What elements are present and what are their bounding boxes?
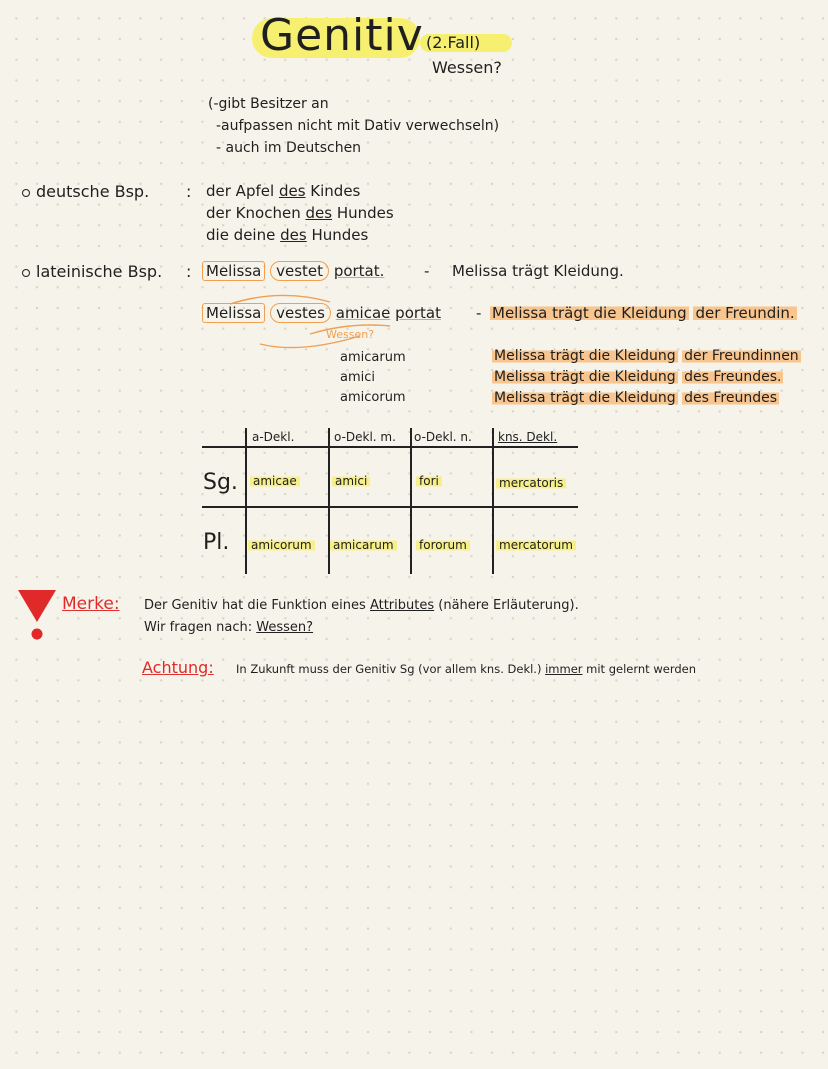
latin-example-1-dash: - xyxy=(424,262,430,280)
row-label-sg: Sg. xyxy=(203,470,238,495)
table-header: kns. Dekl. xyxy=(498,430,558,444)
table-cell: fororum xyxy=(416,538,470,552)
object-oval: vestet xyxy=(270,261,329,281)
table-cell: mercatorum xyxy=(496,538,576,552)
case-label: (2.Fall) xyxy=(426,33,481,52)
german-examples-label: deutsche Bsp. xyxy=(22,182,149,201)
achtung-text: In Zukunft muss der Genitiv Sg (vor allem kns. Dekl.) immer mit gelernt werden xyxy=(236,662,697,676)
merke-line-1: Der Genitiv hat die Funktion eines Attributes (nähere Erläuterung). xyxy=(144,598,579,613)
note-line-1: (-gibt Besitzer an xyxy=(208,96,329,112)
verb-word: portat xyxy=(395,304,441,322)
genitive-word: amicae xyxy=(335,304,391,322)
latin-example-2-dash: - xyxy=(476,304,482,322)
bullet-icon xyxy=(22,189,30,197)
table-header: o-Dekl. m. xyxy=(334,430,396,444)
alt-form-3: amicorum xyxy=(340,390,406,405)
warning-exclamation-icon xyxy=(16,588,58,644)
table-col-line xyxy=(328,428,330,574)
german-example-3: die deine des Hundes xyxy=(206,226,369,244)
verb-word: portat. xyxy=(333,262,385,280)
german-sep: : xyxy=(186,182,192,201)
row-label-pl: Pl. xyxy=(203,530,230,555)
alt-translation-3: Melissa trägt die Kleidung des Freundes xyxy=(494,390,778,406)
merke-line-2: Wir fragen nach: Wessen? xyxy=(144,620,314,635)
latin-example-1-translation: Melissa trägt Kleidung. xyxy=(452,262,624,280)
subject-box: Melissa xyxy=(202,303,265,323)
table-cell: fori xyxy=(416,474,442,488)
table-col-line xyxy=(410,428,412,574)
german-example-2: der Knochen des Hundes xyxy=(206,204,394,222)
note-line-2: -aufpassen nicht mit Dativ verwechseln) xyxy=(216,118,500,134)
table-row-line xyxy=(202,506,578,508)
latin-examples-label: lateinische Bsp. xyxy=(22,262,162,281)
table-cell: amicorum xyxy=(248,538,315,552)
alt-translation-1: Melissa trägt die Kleidung der Freundinnen xyxy=(494,348,799,364)
object-oval: vestes xyxy=(270,303,331,323)
merke-label: Merke: xyxy=(62,594,120,614)
alt-form-2: amici xyxy=(340,370,376,385)
table-cell: amicarum xyxy=(330,538,397,552)
alt-form-1: amicarum xyxy=(340,350,406,365)
table-col-line xyxy=(492,428,494,574)
latin-example-2-translation: Melissa trägt die Kleidung der Freundin. xyxy=(492,304,795,322)
alt-translation-2: Melissa trägt die Kleidung des Freundes. xyxy=(494,369,782,385)
question-label: Wessen? xyxy=(432,58,502,77)
wessen-annotation: Wessen? xyxy=(326,328,375,341)
subject-box: Melissa xyxy=(202,261,265,281)
table-header-line xyxy=(202,446,578,448)
relation-arrows xyxy=(200,286,460,356)
table-header: a-Dekl. xyxy=(252,430,295,444)
page-title: Genitiv xyxy=(260,10,424,61)
note-line-3: - auch im Deutschen xyxy=(216,140,362,156)
table-col-line xyxy=(245,428,247,574)
table-header: o-Dekl. n. xyxy=(414,430,472,444)
table-cell: mercatoris xyxy=(496,476,566,490)
german-example-1: der Apfel des Kindes xyxy=(206,182,361,200)
achtung-label: Achtung: xyxy=(142,658,214,677)
latin-example-1 xyxy=(202,262,384,280)
latin-sep: : xyxy=(186,262,192,281)
table-cell: amicae xyxy=(250,474,300,488)
table-cell: amici xyxy=(332,474,370,488)
bullet-icon xyxy=(22,269,30,277)
